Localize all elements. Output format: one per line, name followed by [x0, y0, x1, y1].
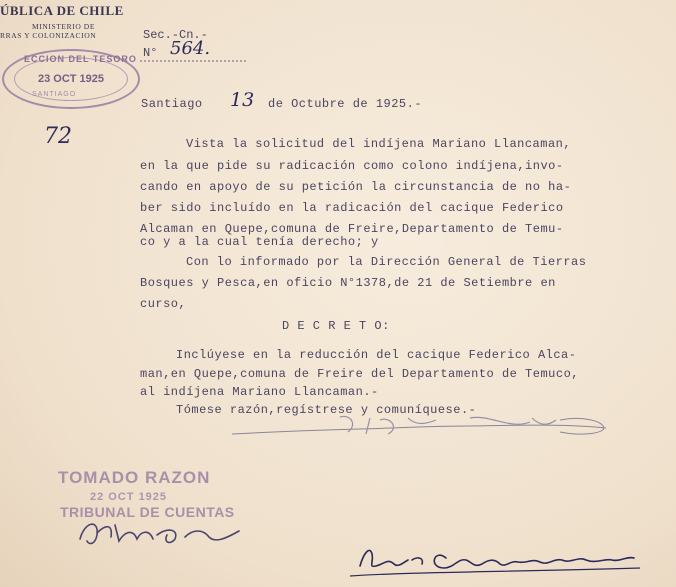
- number-label: N°: [143, 46, 158, 60]
- body-line: curso,: [140, 297, 187, 311]
- initials-signature: [230, 412, 610, 442]
- body-line: Vista la solicitud del indíjena Mariano Llancaman,: [186, 137, 572, 151]
- margin-handwritten-mark: 72: [44, 124, 72, 149]
- tribunal-signature: [75, 515, 245, 551]
- body-line: Con lo informado por la Dirección General de Tierras: [186, 255, 587, 269]
- body-line: co y a la cual tenía derecho; y: [140, 235, 379, 249]
- body-line: en la que pide su radicación como colono indíjena,invo-: [140, 159, 564, 173]
- section-code: Sec.-Cn.-: [143, 28, 208, 42]
- date-day: 13: [230, 89, 255, 111]
- decree-line: Inclúyese en la reducción del cacique Federico Alca-: [176, 348, 577, 362]
- decree-number: 564.: [170, 38, 211, 59]
- minister-signature: [350, 538, 650, 578]
- closing-line: Tómese razón,regístrese y comuníquese.-: [176, 403, 477, 417]
- decree-title: D E C R E T O:: [282, 319, 390, 333]
- date-city: Santiago: [141, 97, 203, 111]
- tribunal-stamp-name: TRIBUNAL DE CUENTAS: [60, 504, 235, 520]
- decree-line: man,en Quepe,comuna de Freire del Departamento de Temuco,: [140, 367, 579, 381]
- received-stamp-office: ECCION DEL TESORO: [24, 54, 137, 64]
- body-line: ber sido incluído en la radicación del cacique Federico: [140, 201, 564, 215]
- received-stamp: [2, 49, 140, 109]
- received-stamp-city: SANTIAGO: [32, 91, 77, 98]
- body-line: Bosques y Pesca,en oficio N°1378,de 21 de Setiembre en: [140, 276, 556, 290]
- letterhead-republic: ÚBLICA DE CHILE: [0, 3, 124, 18]
- body-line: Alcaman en Quepe,comuna de Freire,Departamento de Temu-: [140, 222, 564, 236]
- letterhead-ministry: MINISTERIO DE: [32, 22, 96, 31]
- date-month-year: de Octubre de 1925.-: [268, 97, 423, 111]
- tribunal-stamp-date: 22 OCT 1925: [90, 491, 168, 503]
- decree-line: al indíjena Mariano Llancaman.-: [140, 385, 379, 399]
- number-underline: [140, 58, 250, 64]
- tribunal-stamp-heading: TOMADO RAZON: [58, 468, 211, 487]
- received-stamp-date: 23 OCT 1925: [37, 73, 105, 85]
- letterhead-department: RRAS Y COLONIZACION: [0, 31, 97, 40]
- body-line: cando en apoyo de su petición la circunstancia de no ha-: [140, 180, 572, 194]
